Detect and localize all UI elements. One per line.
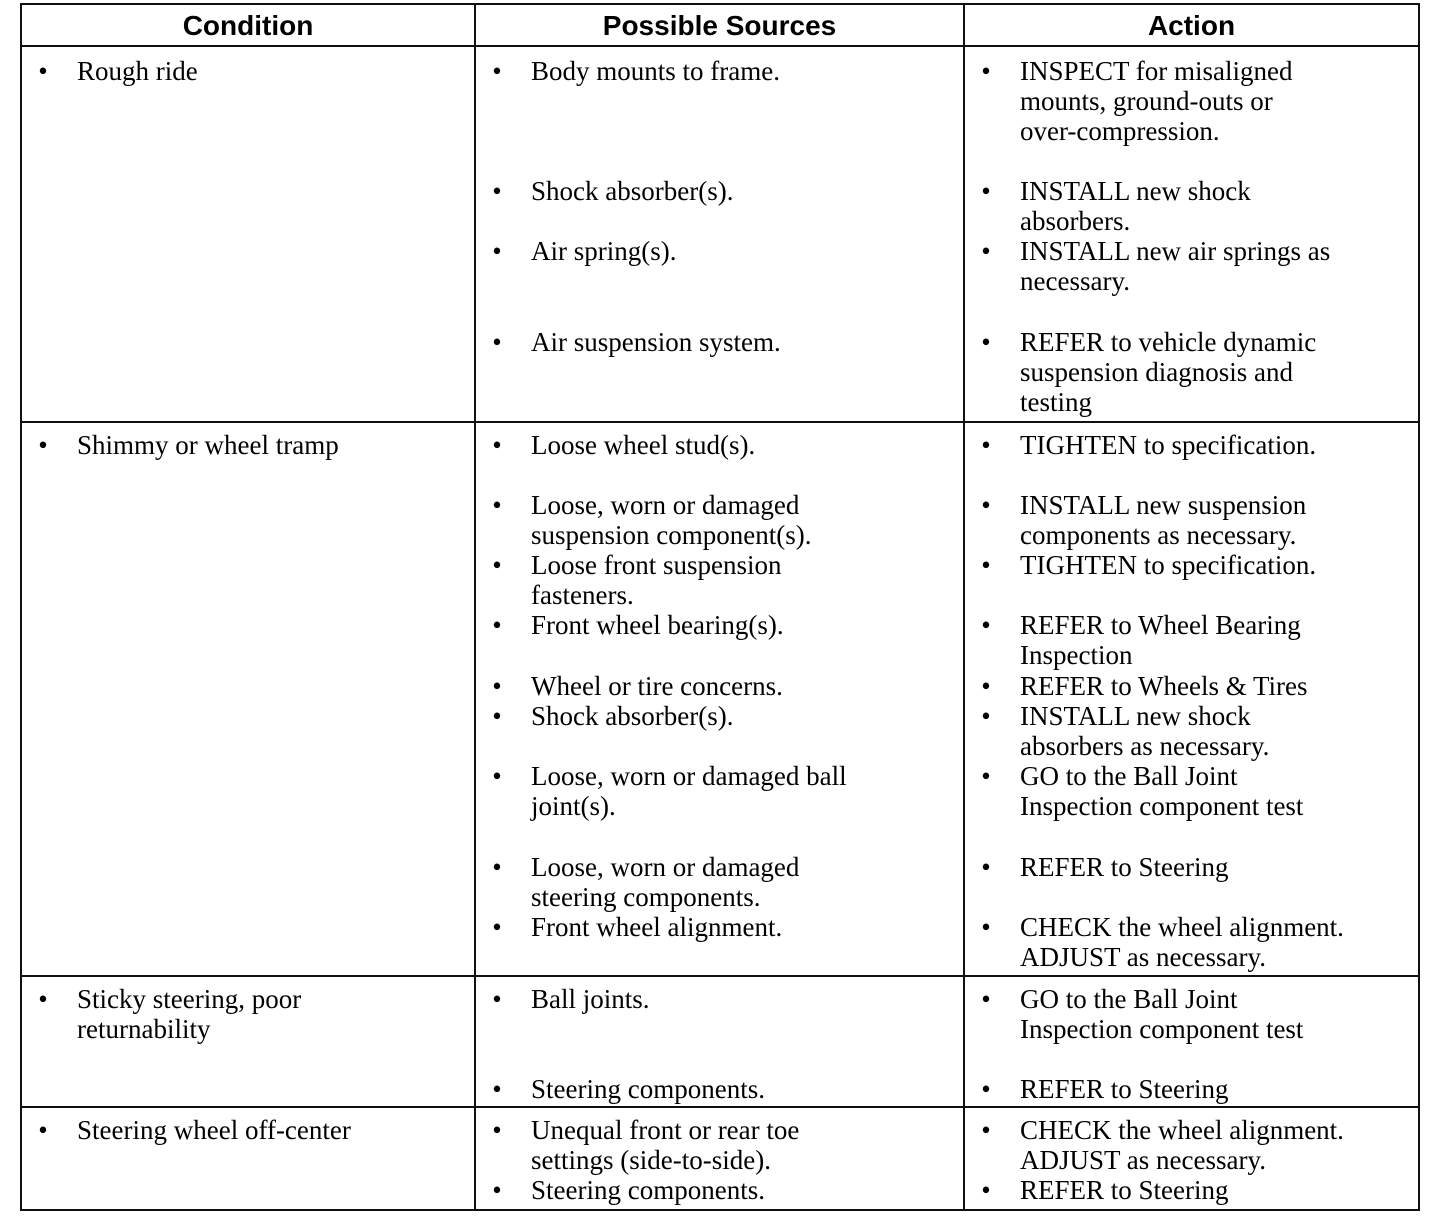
action-item bbox=[965, 490, 1412, 550]
source-item bbox=[476, 327, 957, 357]
table-row bbox=[22, 47, 1418, 423]
bullet-icon: • bbox=[981, 327, 991, 357]
bullet-icon: • bbox=[492, 1175, 502, 1205]
source-text: Shock absorber(s). bbox=[531, 176, 734, 206]
source-item bbox=[476, 852, 957, 912]
action-text: INSTALL new suspension components as necessary. bbox=[1020, 490, 1307, 550]
source-text: Loose wheel stud(s). bbox=[531, 430, 756, 460]
source-text: Loose, worn or damaged steering components. bbox=[531, 852, 800, 912]
action-text: GO to the Ball Joint Inspection component test bbox=[1020, 761, 1304, 821]
bullet-icon: • bbox=[981, 236, 991, 266]
action-item bbox=[965, 236, 1412, 296]
condition-text: Sticky steering, poor returnability bbox=[77, 984, 302, 1044]
bullet-icon: • bbox=[981, 550, 991, 580]
table-row bbox=[22, 977, 1418, 1108]
source-item bbox=[476, 236, 957, 266]
action-text: CHECK the wheel alignment. ADJUST as necessary. bbox=[1020, 1115, 1344, 1175]
condition-item bbox=[22, 430, 468, 460]
source-item bbox=[476, 490, 957, 550]
condition-item bbox=[22, 984, 468, 1044]
bullet-icon: • bbox=[492, 852, 502, 882]
source-item bbox=[476, 56, 957, 86]
bullet-icon: • bbox=[981, 1115, 991, 1145]
bullet-icon: • bbox=[981, 610, 991, 640]
action-item bbox=[965, 610, 1412, 670]
action-text: REFER to Steering bbox=[1020, 1175, 1229, 1205]
sources-cell bbox=[476, 1108, 965, 1209]
actions-cell bbox=[965, 1108, 1418, 1209]
source-item bbox=[476, 984, 957, 1014]
source-text: Steering components. bbox=[531, 1074, 765, 1104]
bullet-icon: • bbox=[38, 56, 48, 86]
header-possible-sources: Possible Sources bbox=[476, 5, 965, 45]
action-text: INSTALL new shock absorbers. bbox=[1020, 176, 1251, 236]
condition-text: Rough ride bbox=[77, 56, 198, 86]
source-text: Front wheel bearing(s). bbox=[531, 610, 784, 640]
source-item bbox=[476, 430, 957, 460]
table-row bbox=[22, 1108, 1418, 1209]
bullet-icon: • bbox=[492, 912, 502, 942]
bullet-icon: • bbox=[981, 1175, 991, 1205]
action-text: REFER to Wheel Bearing Inspection bbox=[1020, 610, 1301, 670]
bullet-icon: • bbox=[981, 984, 991, 1014]
bullet-icon: • bbox=[492, 490, 502, 520]
source-text: Loose, worn or damaged suspension component(s). bbox=[531, 490, 812, 550]
bullet-icon: • bbox=[492, 176, 502, 206]
source-text: Ball joints. bbox=[531, 984, 650, 1014]
condition-item bbox=[22, 1115, 468, 1145]
action-item bbox=[965, 550, 1412, 580]
condition-text: Steering wheel off-center bbox=[77, 1115, 351, 1145]
condition-cell bbox=[22, 977, 476, 1106]
source-text: Front wheel alignment. bbox=[531, 912, 783, 942]
header-action: Action bbox=[1147, 10, 1236, 41]
source-text: Body mounts to frame. bbox=[531, 56, 780, 86]
source-item bbox=[476, 550, 957, 610]
action-item bbox=[965, 912, 1412, 972]
source-text: Loose front suspension fasteners. bbox=[531, 550, 782, 610]
sources-cell bbox=[476, 47, 965, 421]
bullet-icon: • bbox=[492, 327, 502, 357]
source-item bbox=[476, 1175, 957, 1205]
condition-text: Shimmy or wheel tramp bbox=[77, 430, 339, 460]
bullet-icon: • bbox=[492, 671, 502, 701]
source-text: Loose, worn or damaged ball joint(s). bbox=[531, 761, 847, 821]
action-item bbox=[965, 671, 1412, 701]
action-item bbox=[965, 1074, 1412, 1104]
bullet-icon: • bbox=[981, 430, 991, 460]
action-item bbox=[965, 327, 1412, 417]
bullet-icon: • bbox=[981, 490, 991, 520]
action-text: REFER to Steering bbox=[1020, 852, 1229, 882]
bullet-icon: • bbox=[38, 430, 48, 460]
action-item bbox=[965, 701, 1412, 761]
action-item bbox=[965, 984, 1412, 1044]
source-item bbox=[476, 701, 957, 731]
action-item bbox=[965, 1115, 1412, 1175]
bullet-icon: • bbox=[492, 550, 502, 580]
source-item bbox=[476, 761, 957, 821]
action-text: GO to the Ball Joint Inspection component test bbox=[1020, 984, 1304, 1044]
source-item bbox=[476, 1115, 957, 1175]
source-item bbox=[476, 671, 957, 701]
source-text: Air suspension system. bbox=[531, 327, 781, 357]
bullet-icon: • bbox=[981, 176, 991, 206]
bullet-icon: • bbox=[981, 761, 991, 791]
source-text: Unequal front or rear toe settings (side-to-side). bbox=[531, 1115, 800, 1175]
bullet-icon: • bbox=[492, 1115, 502, 1145]
bullet-icon: • bbox=[981, 1074, 991, 1104]
action-item bbox=[965, 852, 1412, 882]
action-text: TIGHTEN to specification. bbox=[1020, 430, 1317, 460]
sources-cell bbox=[476, 977, 965, 1106]
action-text: TIGHTEN to specification. bbox=[1020, 550, 1317, 580]
action-item bbox=[965, 1175, 1412, 1205]
bullet-icon: • bbox=[492, 610, 502, 640]
actions-cell bbox=[965, 423, 1418, 975]
action-text: CHECK the wheel alignment. ADJUST as necessary. bbox=[1020, 912, 1344, 972]
condition-item bbox=[22, 56, 468, 86]
action-text: REFER to Wheels & Tires bbox=[1020, 671, 1308, 701]
bullet-icon: • bbox=[492, 1074, 502, 1104]
condition-cell bbox=[22, 47, 476, 421]
bullet-icon: • bbox=[981, 56, 991, 86]
bullet-icon: • bbox=[981, 671, 991, 701]
action-text: INSTALL new shock absorbers as necessary. bbox=[1020, 701, 1270, 761]
bullet-icon: • bbox=[492, 236, 502, 266]
actions-cell bbox=[965, 47, 1418, 421]
action-item bbox=[965, 761, 1412, 821]
action-text: INSPECT for misaligned mounts, ground-outs or over-compression. bbox=[1020, 56, 1293, 146]
sources-cell bbox=[476, 423, 965, 975]
source-item bbox=[476, 610, 957, 640]
condition-cell bbox=[22, 1108, 476, 1209]
action-text: INSTALL new air springs as necessary. bbox=[1020, 236, 1331, 296]
bullet-icon: • bbox=[492, 701, 502, 731]
bullet-icon: • bbox=[492, 761, 502, 791]
source-item bbox=[476, 1074, 957, 1104]
condition-cell bbox=[22, 423, 476, 975]
source-item bbox=[476, 176, 957, 206]
header-condition: Condition bbox=[22, 5, 476, 45]
source-item bbox=[476, 912, 957, 942]
bullet-icon: • bbox=[38, 1115, 48, 1145]
diagnosis-table bbox=[20, 3, 1420, 1211]
bullet-icon: • bbox=[492, 56, 502, 86]
bullet-icon: • bbox=[38, 984, 48, 1014]
table-header bbox=[22, 5, 1418, 47]
actions-cell bbox=[965, 977, 1418, 1106]
source-text: Shock absorber(s). bbox=[531, 701, 734, 731]
action-text: REFER to Steering bbox=[1020, 1074, 1229, 1104]
action-text: REFER to vehicle dynamic suspension diagnosis and testing bbox=[1020, 327, 1317, 417]
action-item bbox=[965, 430, 1412, 460]
table-row bbox=[22, 423, 1418, 977]
bullet-icon: • bbox=[981, 912, 991, 942]
bullet-icon: • bbox=[981, 852, 991, 882]
bullet-icon: • bbox=[492, 984, 502, 1014]
source-text: Steering components. bbox=[531, 1175, 765, 1205]
action-item bbox=[965, 56, 1412, 146]
source-text: Air spring(s). bbox=[531, 236, 677, 266]
bullet-icon: • bbox=[492, 430, 502, 460]
action-item bbox=[965, 176, 1412, 236]
bullet-icon: • bbox=[981, 701, 991, 731]
source-text: Wheel or tire concerns. bbox=[531, 671, 783, 701]
